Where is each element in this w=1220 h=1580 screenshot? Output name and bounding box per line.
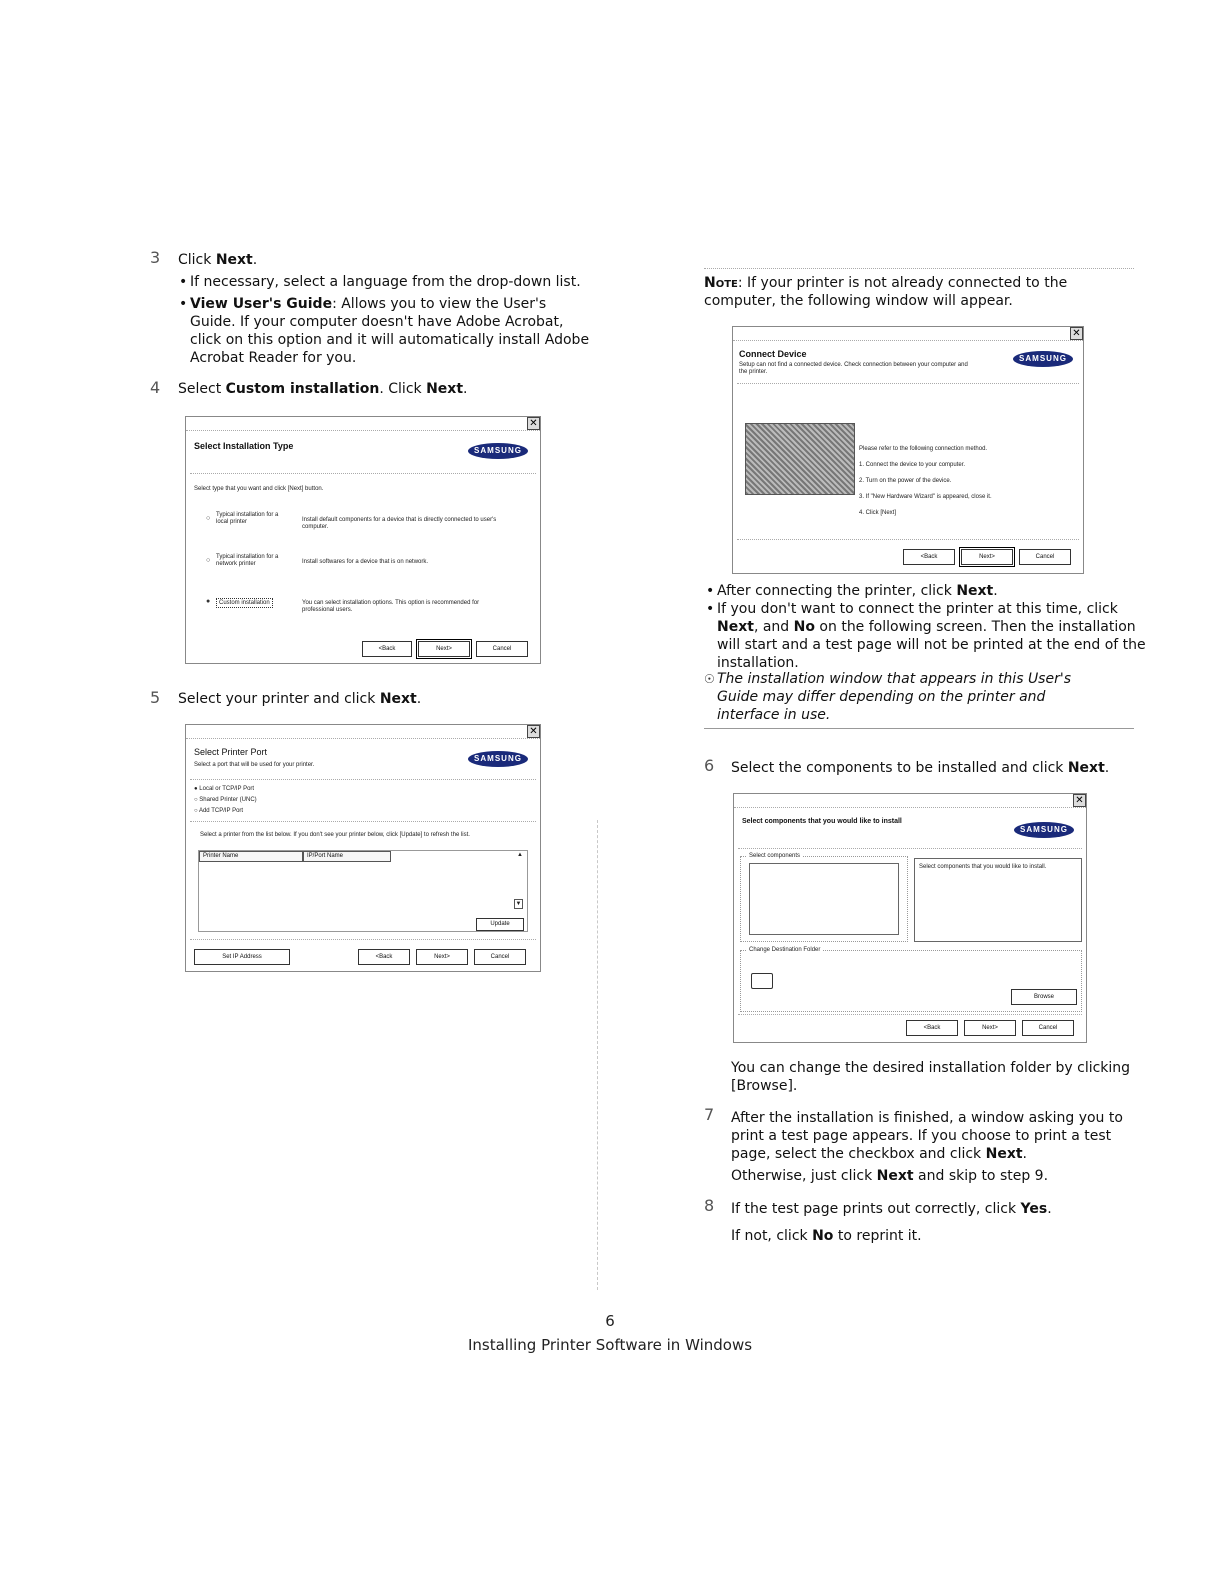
samsung-logo: SAMSUNG: [1014, 822, 1074, 838]
note-text: Note: If your printer is not already connected to the: [704, 275, 1068, 291]
cancel-button[interactable]: Cancel: [1022, 1020, 1074, 1036]
note-italic: The installation window that appears in this User's: [717, 671, 1071, 687]
body-text: [Browse].: [731, 1078, 798, 1094]
option-label: local printer: [216, 519, 248, 525]
step-text: Select the components to be installed and click Next.: [731, 760, 1110, 776]
step-number: 8: [704, 1196, 715, 1215]
radio-shared-unc[interactable]: ○ Shared Printer (UNC): [194, 797, 257, 803]
browse-button[interactable]: Browse: [1011, 989, 1077, 1005]
next-button[interactable]: Next>: [418, 641, 470, 657]
step-item: 2. Turn on the power of the device.: [859, 478, 952, 484]
set-ip-address-button[interactable]: Set IP Address: [194, 949, 290, 965]
back-button[interactable]: <Back: [903, 549, 955, 565]
note-icon: ☉: [704, 672, 715, 686]
bullet-item: • View User's Guide: Allows you to view the User's: [190, 295, 546, 313]
step-number: 7: [704, 1105, 715, 1124]
components-tree[interactable]: [749, 863, 899, 935]
step-text: Select your printer and click Next.: [178, 691, 422, 707]
column-divider: [597, 820, 598, 1290]
divider: [737, 383, 1079, 384]
cancel-button[interactable]: Cancel: [474, 949, 526, 965]
back-button[interactable]: <Back: [358, 949, 410, 965]
option-description: computer.: [302, 524, 329, 530]
column-header-printer-name[interactable]: Printer Name: [199, 851, 303, 862]
note-italic: Guide may differ depending on the printer and: [717, 689, 1046, 705]
step-number: 6: [704, 756, 715, 775]
radio-typical-local[interactable]: ○: [206, 515, 211, 522]
instruction-text: Select type that you want and click [Next] button.: [194, 486, 324, 492]
option-label: Typical installation for a: [216, 512, 279, 518]
dialog-title: Select components that you would like to install: [742, 818, 902, 825]
dialog-title: Connect Device: [739, 349, 807, 359]
bullet-continuation: Guide. If your computer doesn't have Adobe Acrobat,: [190, 314, 564, 330]
dialog-subtitle: Setup can not find a connected device. Check connection between your computer and: [739, 362, 968, 368]
close-icon[interactable]: ✕: [527, 725, 540, 738]
component-description: [914, 858, 1082, 942]
back-button[interactable]: <Back: [362, 641, 412, 657]
printer-port-dialog: [185, 724, 541, 972]
samsung-logo: SAMSUNG: [1013, 351, 1073, 367]
instruction-text: Select a printer from the list below. If you don't see your printer below, click [Update] to refresh the list.: [200, 832, 470, 838]
folder-icon: [751, 973, 773, 989]
step-text: Click Next.: [178, 252, 258, 268]
bullet-continuation: Acrobat Reader for you.: [190, 350, 357, 366]
divider: [190, 779, 536, 780]
update-button[interactable]: Update: [476, 918, 524, 931]
title-bar: [734, 794, 1086, 808]
components-group: [740, 853, 908, 942]
step-item: 4. Click [Next]: [859, 510, 897, 516]
bullet-continuation: Next, and No on the following screen. Then the installation: [717, 619, 1136, 635]
bullet-item: • After connecting the printer, click Next.: [717, 582, 998, 600]
step-text: If the test page prints out correctly, click Yes.: [731, 1201, 1052, 1217]
samsung-logo: SAMSUNG: [468, 751, 528, 767]
scroll-down-icon[interactable]: ▼: [515, 901, 522, 907]
samsung-logo: SAMSUNG: [468, 443, 528, 459]
close-icon[interactable]: ✕: [1070, 327, 1083, 340]
next-button[interactable]: Next>: [964, 1020, 1016, 1036]
dialog-title: Select Installation Type: [194, 441, 294, 451]
dialog-subtitle: the printer.: [739, 369, 768, 375]
option-description: You can select installation options. This option is recommended for: [302, 600, 480, 606]
step-text: Select Custom installation. Click Next.: [178, 381, 468, 397]
radio-add-tcpip[interactable]: ○ Add TCP/IP Port: [194, 808, 244, 814]
group-label: Select components: [749, 853, 801, 859]
next-button[interactable]: Next>: [416, 949, 468, 965]
bullet-continuation: installation.: [717, 655, 799, 671]
connect-device-dialog: [732, 326, 1084, 574]
divider: [737, 539, 1079, 540]
step-item: 1. Connect the device to your computer.: [859, 462, 966, 468]
group-label: Change Destination Folder: [749, 947, 821, 953]
step-text: Otherwise, just click Next and skip to step 9.: [731, 1168, 1049, 1184]
description-text: Select components that you would like to install.: [919, 864, 1047, 870]
back-button[interactable]: <Back: [906, 1020, 958, 1036]
dialog-subtitle: Select a port that will be used for your printer.: [194, 762, 315, 768]
cancel-button[interactable]: Cancel: [476, 641, 528, 657]
radio-local-tcpip[interactable]: ● Local or TCP/IP Port: [194, 786, 255, 792]
components-dialog: [733, 793, 1087, 1043]
step-item: 3. If "New Hardware Wizard" is appeared, close it.: [859, 494, 992, 500]
divider: [738, 848, 1082, 849]
next-button[interactable]: Next>: [961, 549, 1013, 565]
step-text: print a test page appears. If you choose to print a test: [731, 1128, 1112, 1144]
option-label: network printer: [216, 561, 256, 567]
note-top-rule: [704, 268, 1134, 269]
bullet-item: • If you don't want to connect the printer at this time, click: [717, 600, 1118, 618]
section-title: Installing Printer Software in Windows: [467, 1336, 753, 1354]
step-text: If not, click No to reprint it.: [731, 1228, 922, 1244]
radio-custom[interactable]: ●: [206, 598, 211, 605]
divider: [190, 939, 536, 940]
note-text: computer, the following window will appear.: [704, 293, 1013, 309]
close-icon[interactable]: ✕: [1073, 794, 1086, 807]
instruction-text: Please refer to the following connection method.: [859, 446, 988, 452]
title-bar: [733, 327, 1083, 341]
cancel-button[interactable]: Cancel: [1019, 549, 1071, 565]
note-italic: interface in use.: [717, 707, 831, 723]
close-icon[interactable]: ✕: [527, 417, 540, 430]
scroll-up-icon[interactable]: ▲: [517, 852, 523, 858]
page-number: 6: [605, 1312, 615, 1330]
step-text: After the installation is finished, a window asking you to: [731, 1110, 1123, 1126]
title-bar: [186, 725, 540, 739]
printer-connection-photo: [745, 423, 855, 495]
option-description: Install softwares for a device that is on network.: [302, 559, 429, 565]
bullet-continuation: will start and a test page will not be printed at the end of the: [717, 637, 1146, 653]
step-number: 4: [150, 378, 161, 397]
destination-group: [740, 947, 1082, 1012]
option-label: Typical installation for a: [216, 554, 279, 560]
step-text: page, select the checkbox and click Next.: [731, 1146, 1027, 1162]
column-header-port-name[interactable]: IP/Port Name: [303, 851, 391, 862]
body-text: You can change the desired installation folder by clicking: [731, 1060, 1131, 1076]
installation-type-dialog: [185, 416, 541, 664]
option-description: professional users.: [302, 607, 353, 613]
option-description: Install default components for a device that is directly connected to user's: [302, 517, 497, 523]
step-number: 5: [150, 688, 161, 707]
divider: [190, 473, 536, 474]
option-label-selected: Custom installation: [216, 598, 273, 608]
radio-typical-network[interactable]: ○: [206, 557, 211, 564]
step-number: 3: [150, 248, 161, 267]
title-bar: [186, 417, 540, 431]
divider: [190, 821, 536, 822]
bullet-continuation: click on this option and it will automatically install Adobe: [190, 332, 590, 348]
note-bottom-rule: [704, 728, 1134, 729]
bullet-item: • If necessary, select a language from the drop-down list.: [190, 273, 581, 291]
divider: [738, 1014, 1082, 1015]
dialog-title: Select Printer Port: [194, 747, 268, 757]
